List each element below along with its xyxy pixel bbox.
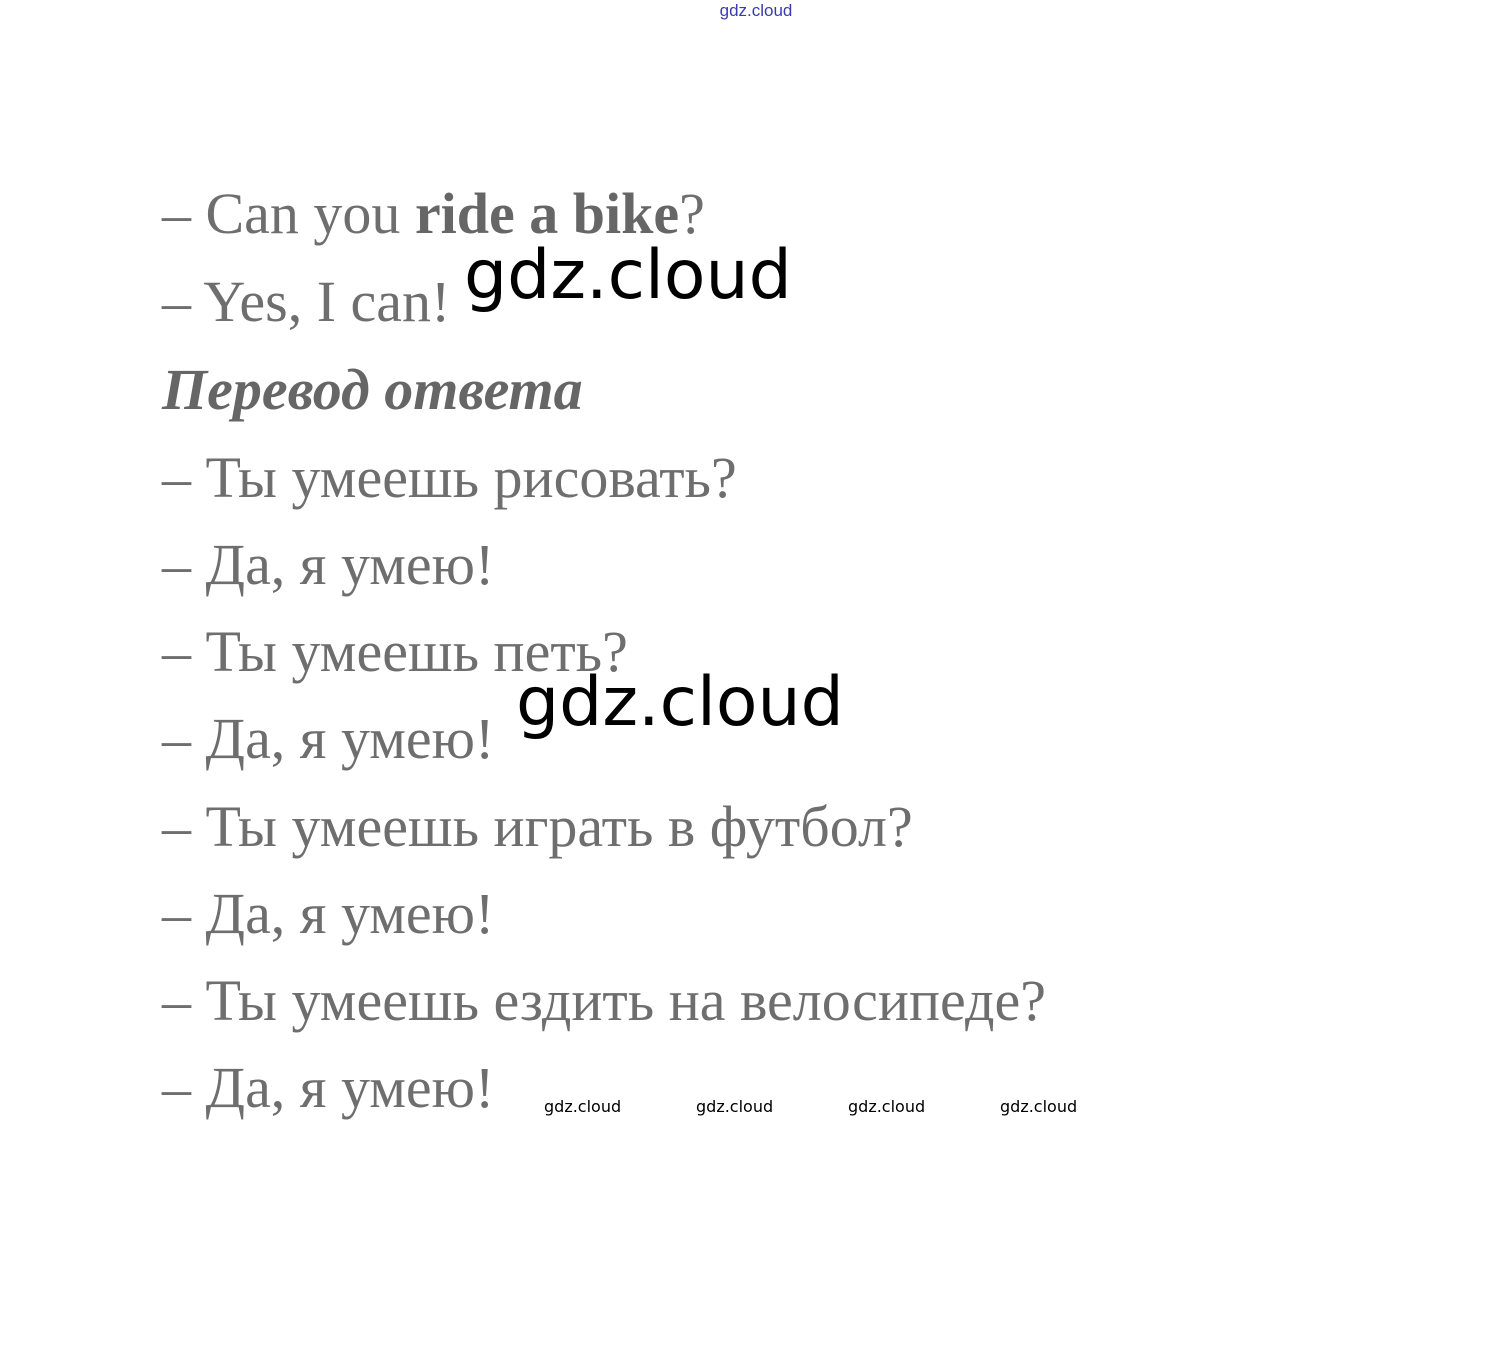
watermark-small: gdz.cloud	[696, 1097, 774, 1116]
translation-line: – Ты умеешь ездить на велосипеде?	[162, 968, 1046, 1033]
question-suffix: ?	[679, 181, 705, 246]
translation-heading: Перевод ответа	[162, 357, 583, 422]
watermark-small: gdz.cloud	[848, 1097, 926, 1116]
translation-line: – Да, я умею!	[162, 532, 495, 597]
question-dash: –	[162, 181, 206, 246]
question-prefix: Can you	[205, 181, 415, 246]
watermark-small: gdz.cloud	[544, 1097, 622, 1116]
watermark-large: gdz.cloud	[464, 236, 792, 315]
watermark-small: gdz.cloud	[1000, 1097, 1078, 1116]
translation-line: – Да, я умею!	[162, 706, 495, 771]
question-bold-phrase: ride a bike	[414, 181, 680, 246]
translation-line: – Да, я умею!	[162, 1055, 495, 1120]
top-watermark: gdz.cloud	[719, 1, 793, 20]
answer-en: – Yes, I can!	[162, 269, 451, 334]
translation-line: – Да, я умею!	[162, 881, 495, 946]
translation-line: – Ты умеешь петь?	[162, 619, 628, 684]
translation-line: – Ты умеешь рисовать?	[162, 445, 737, 510]
watermark-large: gdz.cloud	[516, 663, 844, 742]
translation-line: – Ты умеешь играть в футбол?	[162, 794, 913, 859]
